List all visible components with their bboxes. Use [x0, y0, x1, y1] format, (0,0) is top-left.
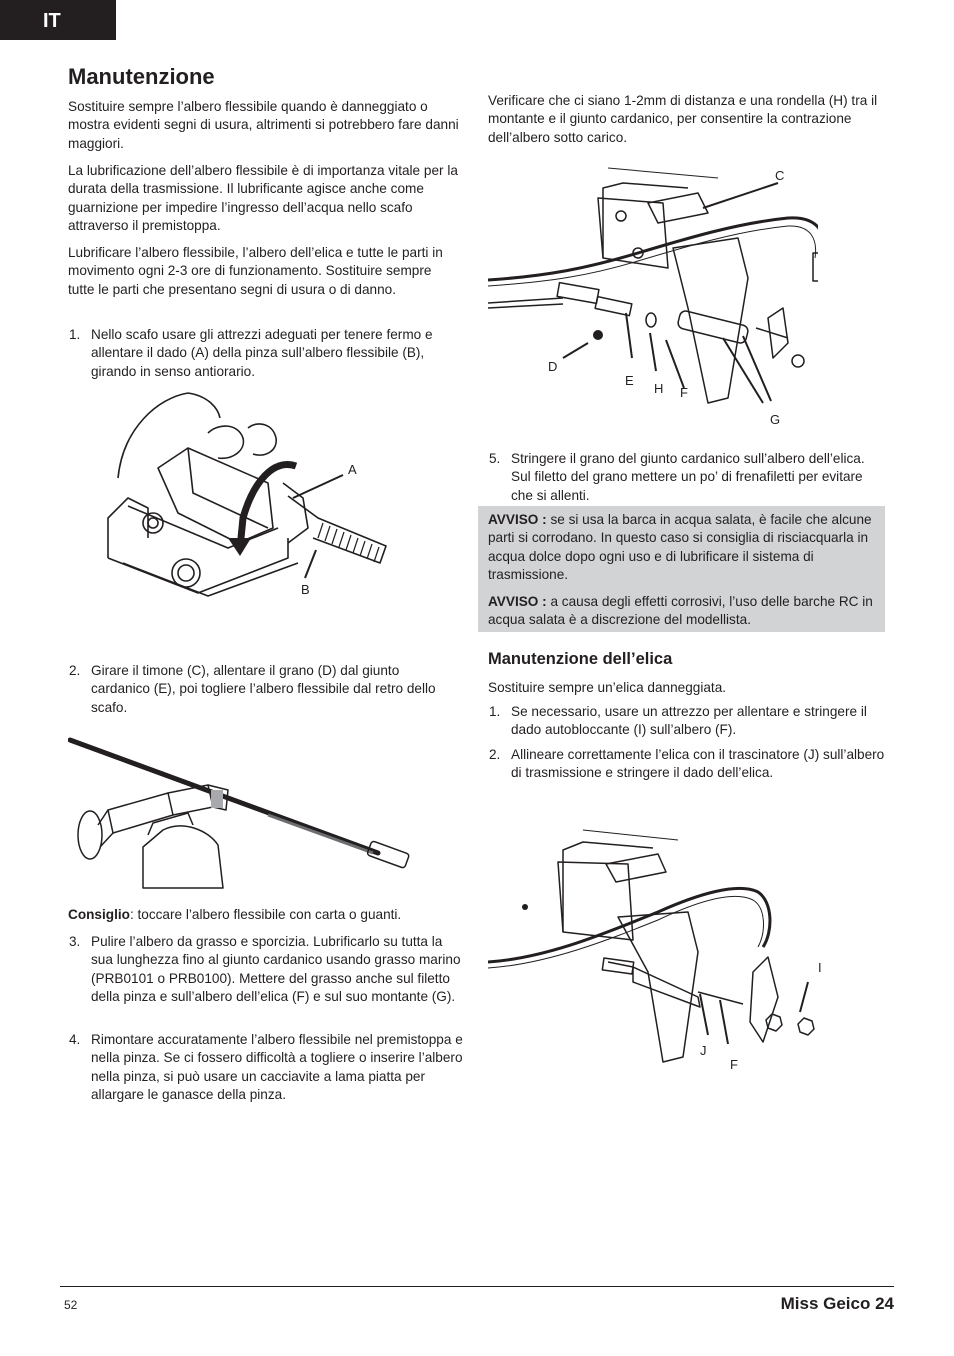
clearance-paragraph: Verificare che ci siano 1-2mm di distanza e una rondella (H) tra il montante e il giunto cardanico, per consentire la contrazione dell’albero sotto carico. [488, 93, 878, 145]
step-number: 5. [489, 451, 501, 466]
step-1 [68, 326, 468, 381]
tip [68, 906, 468, 924]
label-h: H [654, 381, 664, 396]
step-number: 4. [69, 1032, 81, 1047]
product-name: Miss Geico 24 [780, 1294, 894, 1313]
step-text: Se necessario, usare un attrezzo per allentare e stringere il dado autobloccante (I) sull’albero (F). [511, 704, 867, 738]
step-text: Rimontare accuratamente l’albero flessibile nel premistoppa e nella pinza. Se ci fossero difficoltà a togliere o inserire l’albero nella pinza, si può usare un cacciavite a lama piatta per allargare le ganasce della pinza. [91, 1032, 463, 1103]
label-c: C [775, 168, 785, 183]
intro-paragraph-1: Sostituire sempre l’albero flessibile quando è danneggiato o mostra evidenti segni di usura, altrimenti si potrebbero fare danni maggiori. [68, 99, 459, 151]
notice-2-text: a causa degli effetti corrosivi, l’uso delle barche RC in acqua salata è a discrezione del modellista. [488, 593, 873, 628]
notice-1 [488, 511, 875, 585]
step-3 [68, 933, 463, 1007]
label-b: B [301, 582, 310, 597]
collet-nut-illustration [68, 388, 398, 610]
prop-maintenance-heading: Manutenzione dell’elica [488, 650, 673, 668]
step-text: Girare il timone (C), allentare il grano (D) dal giunto cardanico (E), poi togliere l’albero flessibile dal retro dello scafo. [91, 663, 436, 715]
tip-label: Consiglio [68, 907, 130, 922]
step-5 [488, 450, 883, 505]
intro-paragraph-2: La lubrificazione dell’albero flessibile è di importanza vitale per la durata della trasmissione. Il lubrificante agisce anche come guarnizione per impedire l’ingresso dell’acqua nello scafo attraverso il premistoppa. [68, 163, 458, 234]
notice-2 [488, 593, 875, 630]
step-number: 1. [69, 327, 81, 342]
notice-1-text: se si usa la barca in acqua salata, è facile che alcune parti si corrodano. In questo caso si consiglia di risciacquarla in acqua dolce dopo ogni uso e di lubrificare il sistema di trasmissione. [488, 512, 872, 583]
step-4 [68, 1031, 463, 1105]
prop-step-2 [488, 746, 888, 783]
step-number: 3. [69, 934, 81, 949]
step-2 [68, 662, 453, 717]
step-text: Nello scafo usare gli attrezzi adeguati per tenere fermo e allentare il dado (A) della pinza sull’albero flessibile (B), girando in senso antiorario. [91, 327, 433, 379]
label-e: E [625, 373, 634, 388]
notice-box [478, 506, 885, 632]
step-text: Pulire l’albero da grasso e sporcizia. Lubrificarlo su tutta la sua lunghezza fino al giunto cardanico usando grasso marino (PRB0101 o PRB0100). Mettere del grasso anche sul filetto della pinza e sull’albero dell’elica (F) e sul suo montante (G). [91, 934, 461, 1005]
tip-text: : toccare l’albero flessibile con carta o guanti. [129, 907, 402, 922]
page-number: 52 [64, 1298, 78, 1312]
propeller-assembly-illustration [488, 822, 838, 1072]
step-number: 1. [489, 704, 501, 719]
intro-paragraph-3: Lubrificare l’albero flessibile, l’albero dell’elica e tutte le parti in movimento ogni 2-3 ore di funzionamento. Sostituire sempre tutte le parti che presentano segni di usura o di danno. [68, 245, 443, 297]
label-g: G [770, 412, 781, 427]
page-title: Manutenzione [68, 64, 215, 89]
label-d: D [548, 359, 558, 374]
label-f-prop: F [730, 1057, 738, 1072]
notice-2-label: AVVISO : [488, 593, 547, 609]
prop-step-1 [488, 703, 883, 740]
footer-rule [60, 1286, 894, 1287]
step-number: 2. [489, 747, 501, 762]
drive-assembly-illustration [488, 158, 818, 433]
language-tab: IT [0, 0, 116, 40]
label-a: A [348, 462, 357, 477]
notice-1-label: AVVISO : [488, 512, 547, 527]
label-f: F [680, 385, 688, 400]
step-text: Stringere il grano del giunto cardanico sull’albero dell’elica. Sul filetto del grano mettere un po’ di frenafiletti per evitare che si allenti. [511, 451, 865, 503]
step-number: 2. [69, 663, 81, 678]
label-j: J [700, 1043, 707, 1058]
greasing-shaft-illustration [68, 735, 418, 890]
prop-paragraph: Sostituire sempre un’elica danneggiata. [488, 680, 727, 695]
label-i: I [818, 960, 822, 975]
step-text: Allineare correttamente l’elica con il trascinatore (J) sull’albero di trasmissione e stringere il dado dell’elica. [511, 747, 885, 781]
